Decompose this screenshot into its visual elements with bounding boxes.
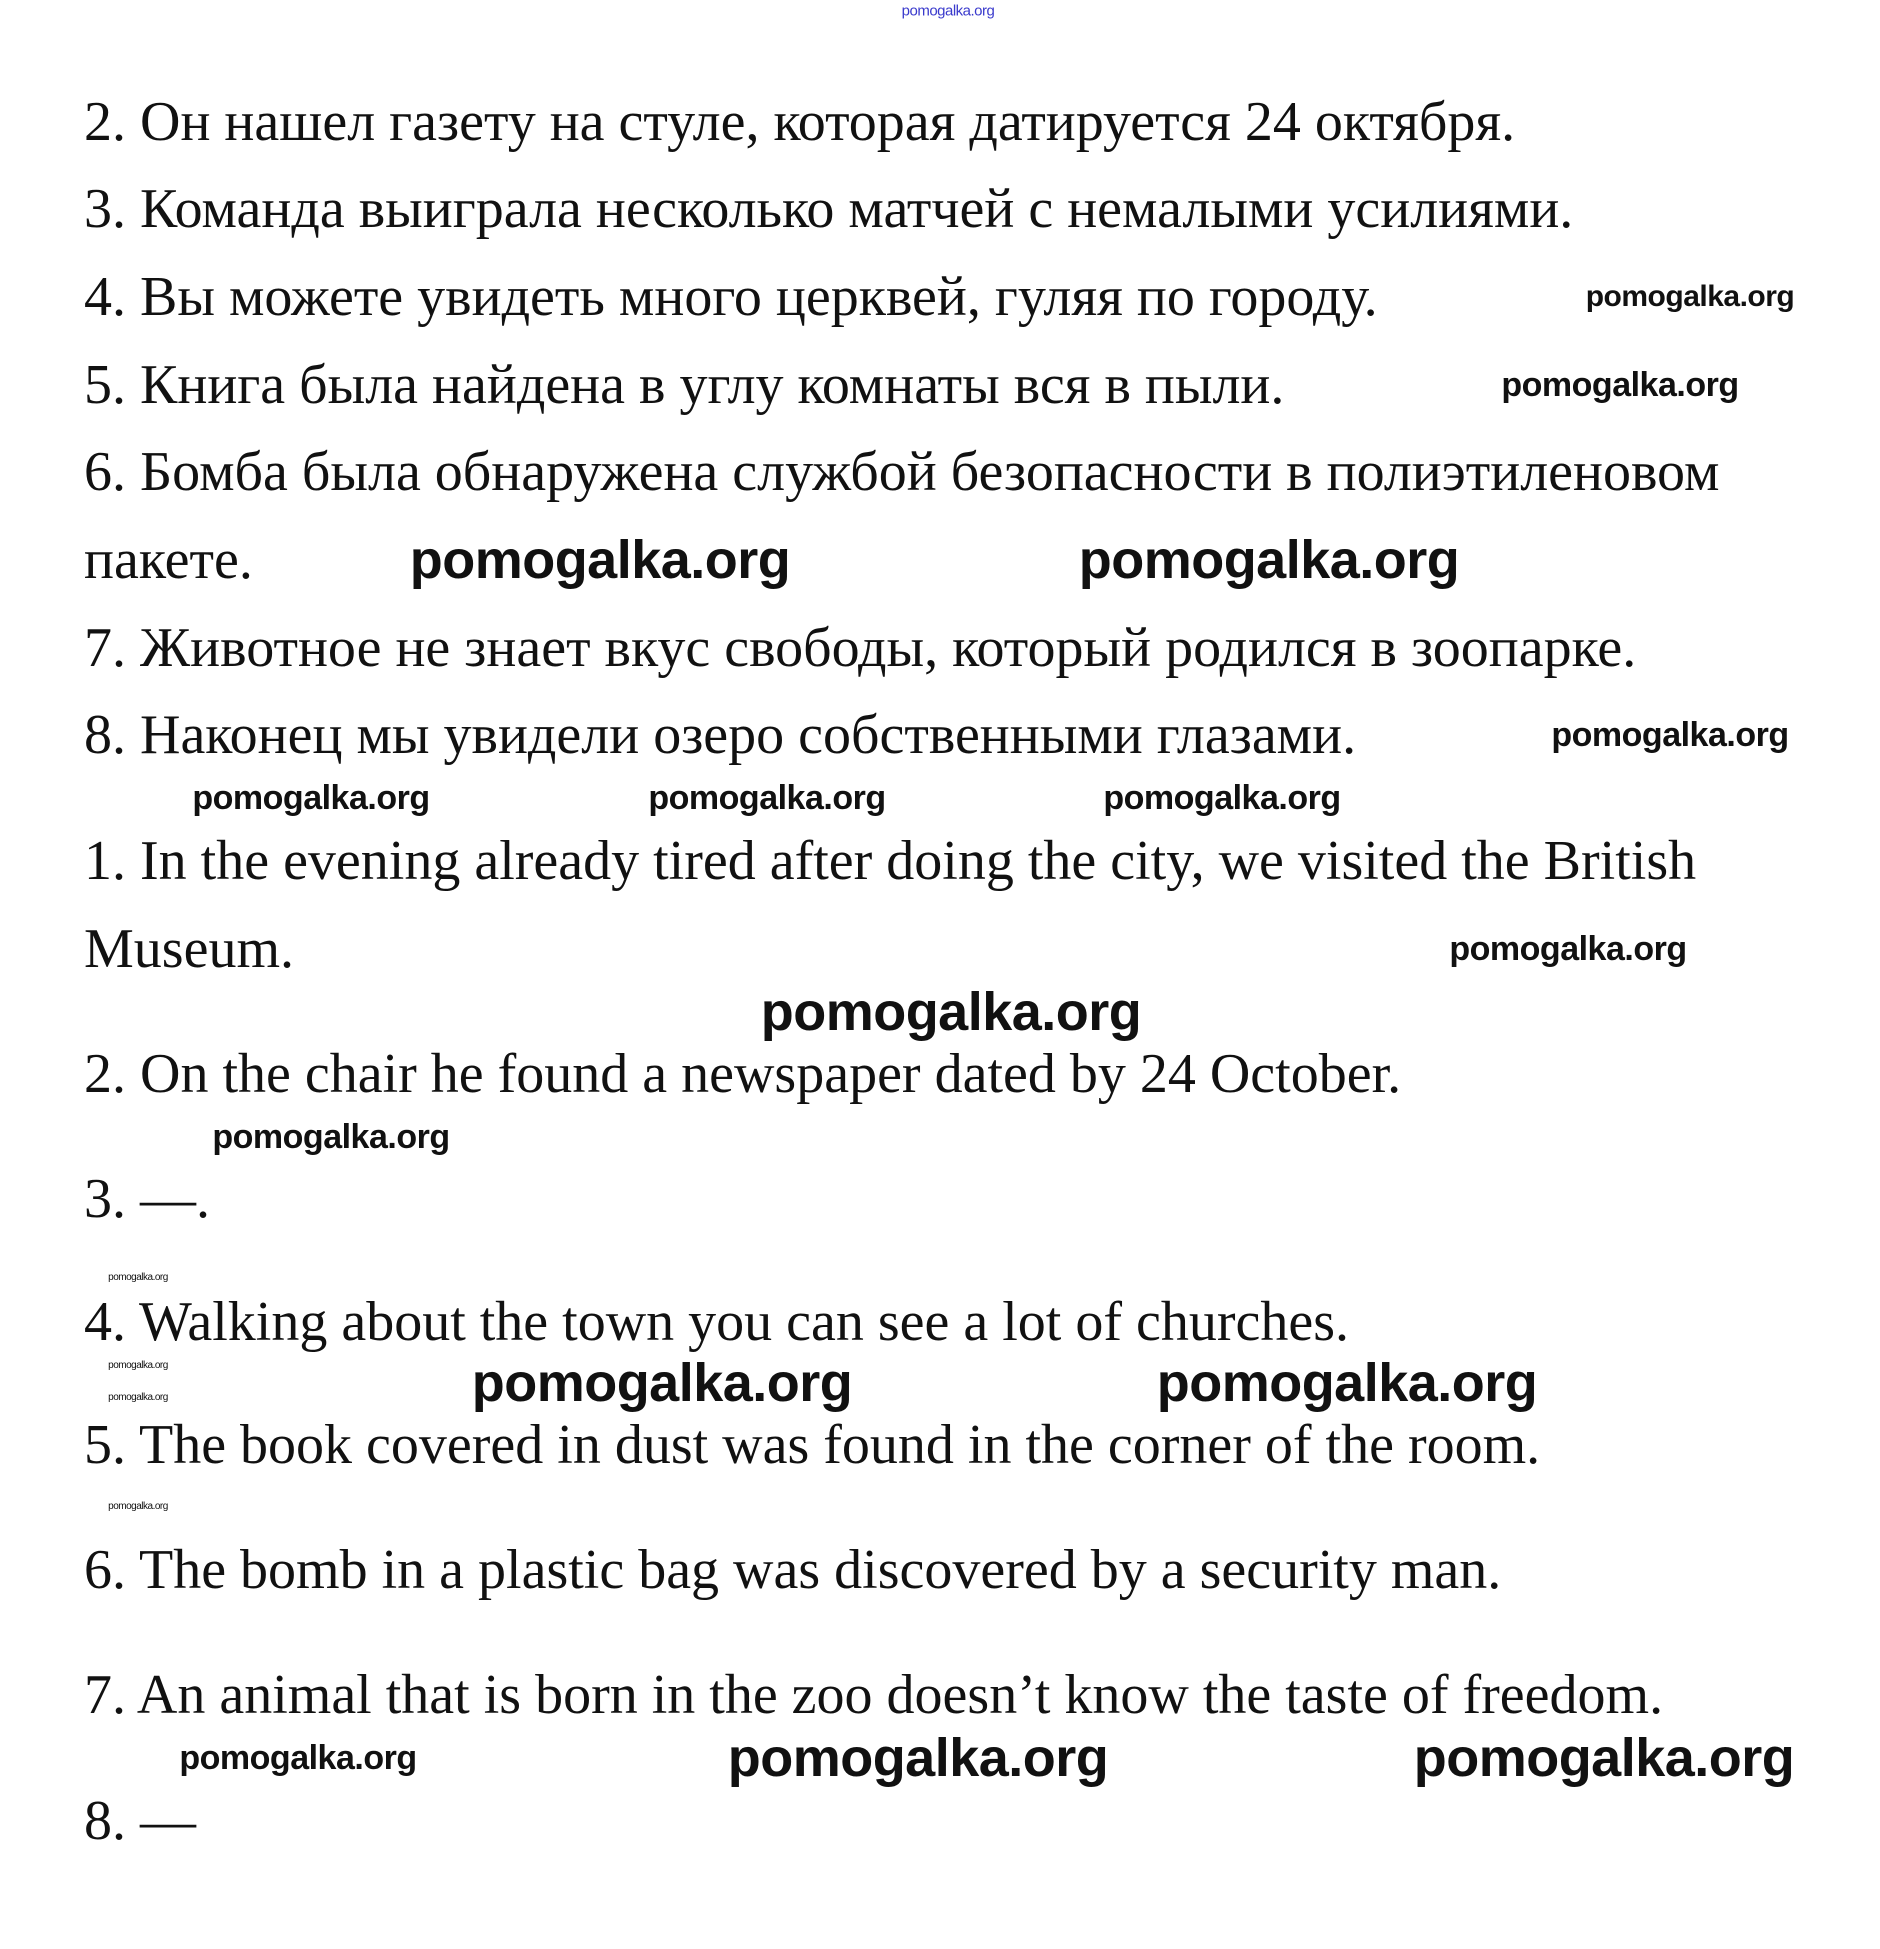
watermark: pomogalka.org [1551,716,1789,754]
ru-line: 7. Животное не знает вкус свободы, который родился в зоопарке. [84,617,1637,679]
ru-line: 6. Бомба была обнаружена службой безопасности в полиэтиленовом [84,441,1720,503]
en-line: 5. The book covered in dust was found in the corner of the room. [84,1414,1541,1476]
en-line: 6. The bomb in a plastic bag was discovered by a security man. [84,1539,1502,1601]
watermark: pomogalka.org [108,1272,168,1283]
watermark: pomogalka.org [108,1501,168,1512]
watermark: pomogalka.org [901,2,995,20]
en-line: 8. — [84,1790,196,1852]
ru-line: 4. Вы можете увидеть много церквей, гуляя по городу. [84,266,1378,328]
watermark: pomogalka.org [1156,1353,1538,1413]
watermark: pomogalka.org [212,1118,450,1156]
watermark: pomogalka.org [727,1728,1109,1788]
ru-line: пакете. [84,529,253,591]
ru-line: 5. Книга была найдена в углу комнаты вся в пыли. [84,354,1285,416]
en-line: 2. On the chair he found a newspaper dated by 24 October. [84,1043,1402,1105]
watermark: pomogalka.org [108,1360,168,1371]
watermark: pomogalka.org [1078,530,1460,590]
ru-line: 2. Он нашел газету на стуле, которая датируется 24 октября. [84,91,1516,153]
watermark: pomogalka.org [648,779,886,817]
watermark: pomogalka.org [1449,930,1687,968]
ru-line: 3. Команда выиграла несколько матчей с немалыми усилиями. [84,178,1574,240]
en-line: 1. In the evening already tired after doing the city, we visited the British [84,830,1697,892]
watermark: pomogalka.org [760,982,1142,1042]
watermark: pomogalka.org [409,530,791,590]
ru-line: 8. Наконец мы увидели озеро собственными глазами. [84,704,1357,766]
watermark: pomogalka.org [1585,280,1795,313]
watermark: pomogalka.org [1501,366,1739,404]
en-line: Museum. [84,918,294,980]
watermark: pomogalka.org [179,1739,417,1777]
watermark: pomogalka.org [1103,779,1341,817]
watermark: pomogalka.org [1413,1728,1795,1788]
watermark: pomogalka.org [108,1392,168,1403]
watermark: pomogalka.org [192,779,430,817]
watermark: pomogalka.org [471,1353,853,1413]
en-line: 3. —. [84,1168,210,1230]
en-line: 7. An animal that is born in the zoo doesn’t know the taste of freedom. [84,1664,1664,1726]
en-line: 4. Walking about the town you can see a lot of churches. [84,1291,1350,1353]
